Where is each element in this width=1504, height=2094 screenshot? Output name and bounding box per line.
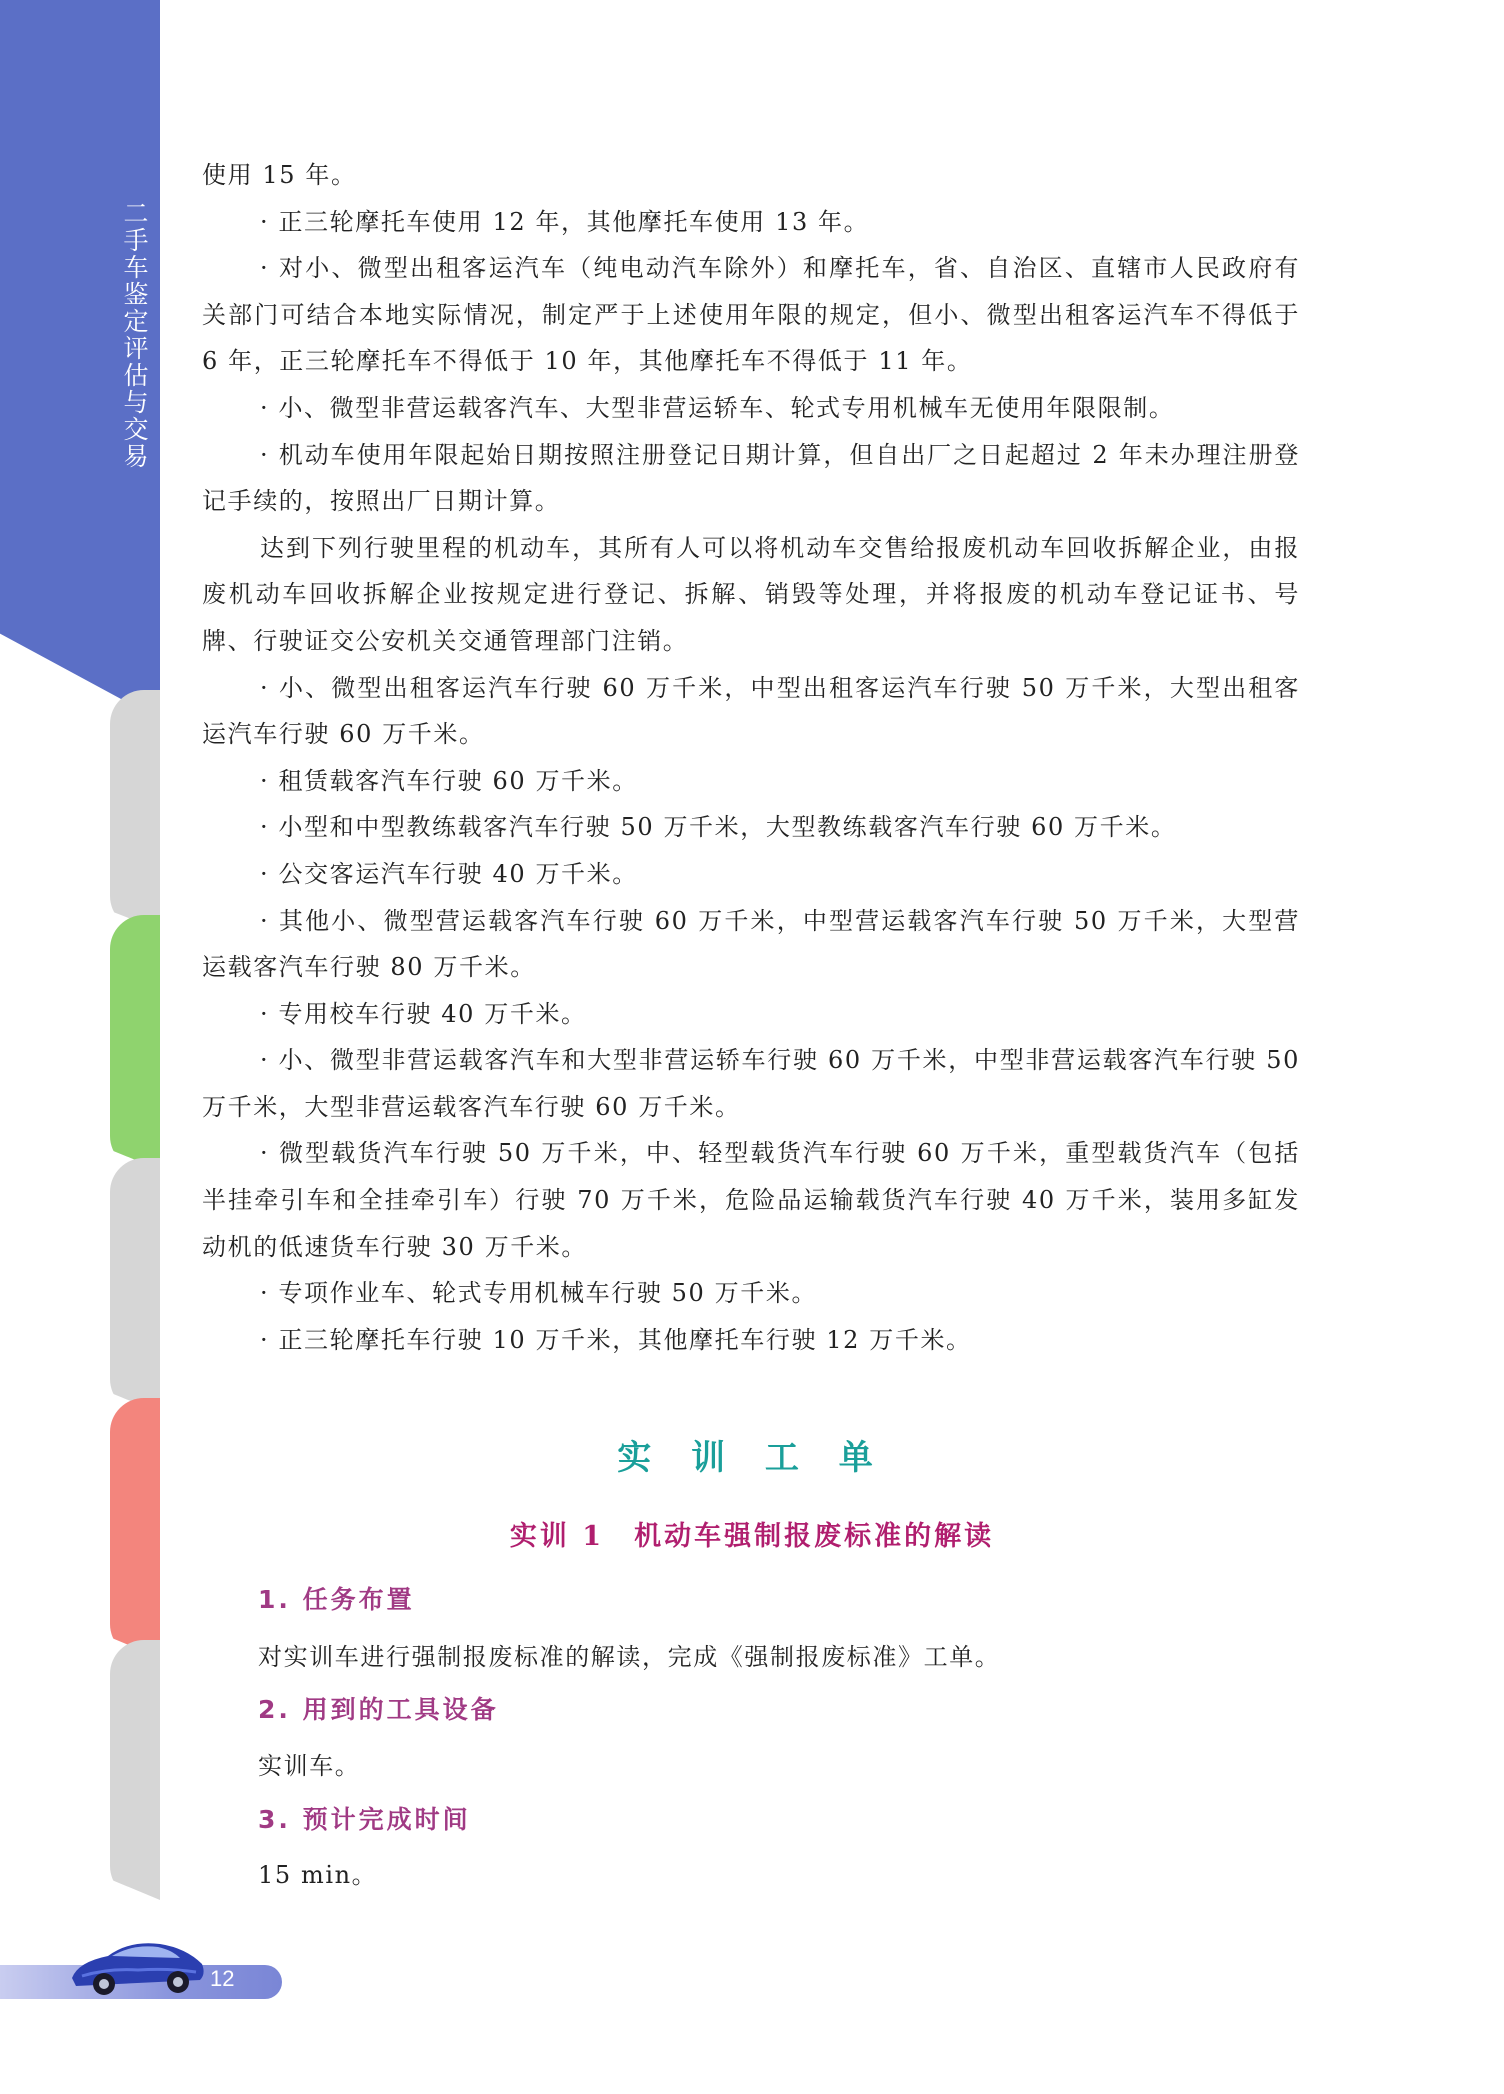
paragraph: · 租赁载客汽车行驶 60 万千米。 bbox=[260, 766, 638, 795]
paragraph: · 专项作业车、轮式专用机械车行驶 50 万千米。 bbox=[260, 1279, 818, 1308]
paragraph: · 正三轮摩托车使用 12 年，其他摩托车使用 13 年。 bbox=[260, 207, 870, 236]
paragraph: · 小、微型非营运载客汽车、大型非营运轿车、轮式专用机械车无使用年限限制。 bbox=[260, 393, 1175, 422]
paragraph: · 微型载货汽车行驶 50 万千米，中、轻型载货汽车行驶 60 万千米，重型载货汽车（包括半挂牵引车和全挂牵引车）行驶 70 万千米，危险品运输载货汽车行驶 40 万千米，装用多缸发动机的低速货车行驶 30 万千米。 bbox=[202, 1139, 1300, 1261]
paragraph: 使用 15 年。 bbox=[202, 161, 357, 189]
paragraph: · 对小、微型出租客运汽车（纯电动汽车除外）和摩托车，省、自治区、直辖市人民政府有关部门可结合本地实际情况，制定严于上述使用年限的规定，但小、微型出租客运汽车不得低于 6 年，正三轮摩托车不得低于 10 年，其他摩托车不得低于 11 年。 bbox=[202, 254, 1300, 376]
chapter-tab bbox=[110, 1640, 160, 1900]
page-number: 12 bbox=[210, 1966, 235, 1991]
paragraph: · 专用校车行驶 40 万千米。 bbox=[260, 999, 587, 1028]
subsection-text: 15 min。 bbox=[258, 1861, 378, 1889]
subsection-title: 2. 用到的工具设备 bbox=[258, 1695, 499, 1724]
paragraph: 达到下列行驶里程的机动车，其所有人可以将机动车交售给报废机动车回收拆解企业，由报废机动车回收拆解企业按规定进行登记、拆解、销毁等处理，并将报废的机动车登记证书、号牌、行驶证交公安机关交通管理部门注销。 bbox=[202, 533, 1300, 655]
paragraph: · 小型和中型教练载客汽车行驶 50 万千米，大型教练载客汽车行驶 60 万千米。 bbox=[260, 813, 1177, 842]
training-title: 实训 1 机动车强制报废标准的解读 bbox=[509, 1521, 995, 1552]
subsection-title: 3. 预计完成时间 bbox=[258, 1805, 471, 1834]
section-heading: 实 训 工 单 bbox=[617, 1438, 887, 1478]
subsection-text: 对实训车进行强制报废标准的解读，完成《强制报废标准》工单。 bbox=[258, 1643, 1001, 1671]
paragraph: · 公交客运汽车行驶 40 万千米。 bbox=[260, 859, 638, 888]
body-text bbox=[202, 152, 1300, 1363]
paragraph: · 其他小、微型营运载客汽车行驶 60 万千米，中型营运载客汽车行驶 50 万千米，大型营运载客汽车行驶 80 万千米。 bbox=[202, 906, 1300, 982]
subsection-title: 1. 任务布置 bbox=[258, 1585, 415, 1614]
chapter-tabs bbox=[0, 0, 170, 1920]
paragraph: · 小、微型出租客运汽车行驶 60 万千米，中型出租客运汽车行驶 50 万千米，大型出租客运汽车行驶 60 万千米。 bbox=[202, 673, 1300, 749]
paragraph: · 小、微型非营运载客汽车和大型非营运轿车行驶 60 万千米，中型非营运载客汽车行驶 50 万千米，大型非营运载客汽车行驶 60 万千米。 bbox=[202, 1046, 1300, 1121]
paragraph: · 正三轮摩托车行驶 10 万千米，其他摩托车行驶 12 万千米。 bbox=[260, 1325, 972, 1354]
book-title: 二手车鉴定评估与交易 bbox=[120, 200, 149, 470]
chapter-tab bbox=[110, 690, 160, 930]
paragraph: · 机动车使用年限起始日期按照注册登记日期计算，但自出厂之日起超过 2 年未办理注册登记手续的，按照出厂日期计算。 bbox=[202, 440, 1300, 516]
chapter-tab bbox=[110, 1158, 160, 1413]
subsection-text: 实训车。 bbox=[258, 1752, 361, 1780]
chapter-tab bbox=[110, 915, 160, 1170]
car-icon bbox=[68, 1928, 208, 2000]
